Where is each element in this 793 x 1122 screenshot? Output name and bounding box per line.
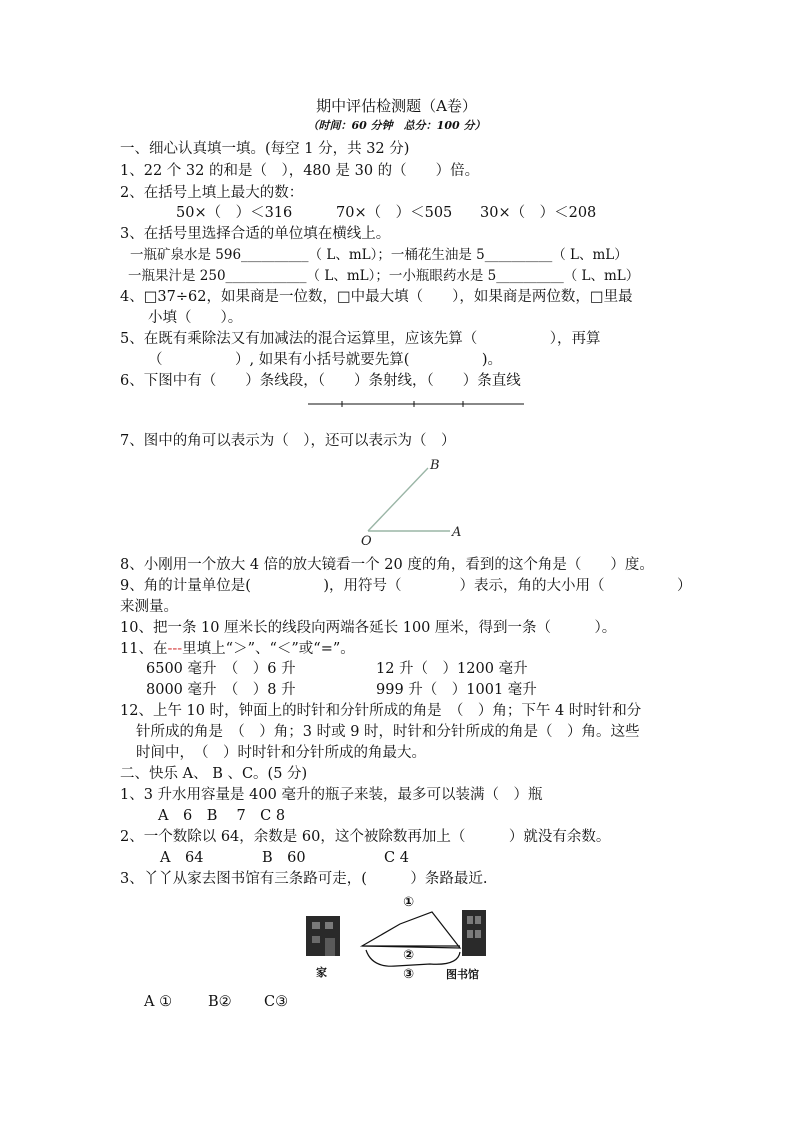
question-5-cont: （ ）, 如果有小括号就要先算( )。 (148, 352, 503, 368)
question-4-cont: 小填（ ）。 (148, 310, 243, 326)
question-12-cont: 时间中， （ ）时时针和分针所成的角最大。 (136, 745, 426, 761)
question-9: 9、角的计量单位是( )，用符号（ ）表示，角的大小用（ ） (120, 578, 692, 594)
line-segment-figure (300, 396, 530, 412)
home-label: 家 (316, 966, 327, 979)
route-3-label: ③ (403, 967, 415, 982)
question-1: 1、22 个 32 的和是（ ），480 是 30 的（ ）倍。 (120, 163, 480, 179)
question-3: 3、在括号里选择合适的单位填在横线上。 (120, 226, 391, 242)
page-title: 期中评估检测题（A卷） (316, 97, 477, 115)
question-11-item: 999 升（ ）1001 毫升 (376, 682, 537, 698)
question-6: 6、下图中有（ ）条线段，（ ）条射线，（ ）条直线 (120, 373, 521, 389)
question-11-item: 12 升（ ）1200 毫升 (376, 661, 528, 677)
question-2-3-option: C③ (264, 994, 289, 1010)
route-1-label: ① (403, 895, 415, 910)
question-9-cont: 来测量。 (120, 599, 178, 615)
question-12: 12、上午 10 时，钟面上的时针和分针所成的角是 （ ）角；下午 4 时时针和分 (120, 703, 642, 719)
question-11 (120, 639, 355, 659)
library-image (462, 910, 486, 956)
question-10: 10、把一条 10 厘米长的线段向两端各延长 100 厘米，得到一条（ ）。 (120, 620, 617, 636)
route-1-path (362, 912, 460, 948)
question-7: 7、图中的角可以表示为（ ），还可以表示为（ ） (120, 433, 456, 449)
question-4: 4、□37÷62，如果商是一位数，□中最大填（ ），如果商是两位数，□里最 (120, 289, 633, 305)
question-2-2-option: A 64 (160, 850, 204, 866)
route-map (300, 888, 500, 984)
angle-label-o: O (361, 534, 372, 549)
question-11-item: 6500 毫升 （ ）6 升 (146, 661, 296, 677)
question-5: 5、在既有乘除法又有加减法的混合运算里，应该先算（ ），再算 (120, 331, 601, 347)
question-2-item: 50×（ ）＜316 (176, 205, 293, 221)
question-2-3: 3、丫丫从家去图书馆有三条路可走，( ）条路最近. (120, 871, 488, 887)
question-2-3-option: B② (208, 994, 232, 1010)
question-2-2-option: B 60 (262, 850, 306, 866)
question-12-cont: 针所成的角是 （ ）角；3 时或 9 时，时针和分针所成的角是（ ）角。这些 (136, 724, 640, 740)
section1-heading: 一、细心认真填一填。(每空 1 分，共 32 分) (120, 141, 410, 157)
question-2-3-option: A ① (144, 994, 173, 1010)
question-3-line: 一瓶果汁是 250____________（ L、mL）；一小瓶眼药水是 5__________（ L、mL） (128, 268, 640, 284)
angle-label-b: B (430, 458, 440, 473)
question-3-line: 一瓶矿泉水是 596__________（ L、mL）；一桶花生油是 5__________（ L、mL） (130, 247, 628, 263)
angle-figure (355, 455, 475, 549)
angle-label-a: A (452, 525, 462, 540)
page-subtitle: （时间：60 分钟 总分：100 分） (307, 119, 486, 132)
question-2: 2、在括号上填上最大的数： (120, 185, 304, 201)
question-2-2-option: C 4 (384, 850, 409, 866)
question-11-item: 8000 毫升 （ ）8 升 (146, 682, 296, 698)
question-2-item: 30×（ ）＜208 (480, 205, 597, 221)
question-11-prefix: 11、在 (120, 641, 168, 657)
question-2-1: 1、3 升水用容量是 400 毫升的瓶子来装，最多可以装满（ ）瓶 (120, 787, 543, 803)
question-2-2: 2、一个数除以 64，余数是 60，这个被除数再加上（ ）就没有余数。 (120, 829, 611, 845)
question-2-item: 70×（ ）＜505 (336, 205, 453, 221)
route-2-label: ② (403, 948, 415, 963)
question-2-1-options: A 6 B 7 C 8 (158, 808, 286, 824)
question-11-dash: --- (167, 641, 183, 657)
question-8: 8、小刚用一个放大 4 倍的放大镜看一个 20 度的角，看到的这个角是（ ）度。 (120, 557, 654, 573)
library-label: 图书馆 (446, 968, 479, 981)
question-11-suffix: 里填上“＞”、“＜”或“=”。 (182, 641, 355, 657)
section2-heading: 二、快乐 A、 B 、C。(5 分) (120, 766, 308, 782)
